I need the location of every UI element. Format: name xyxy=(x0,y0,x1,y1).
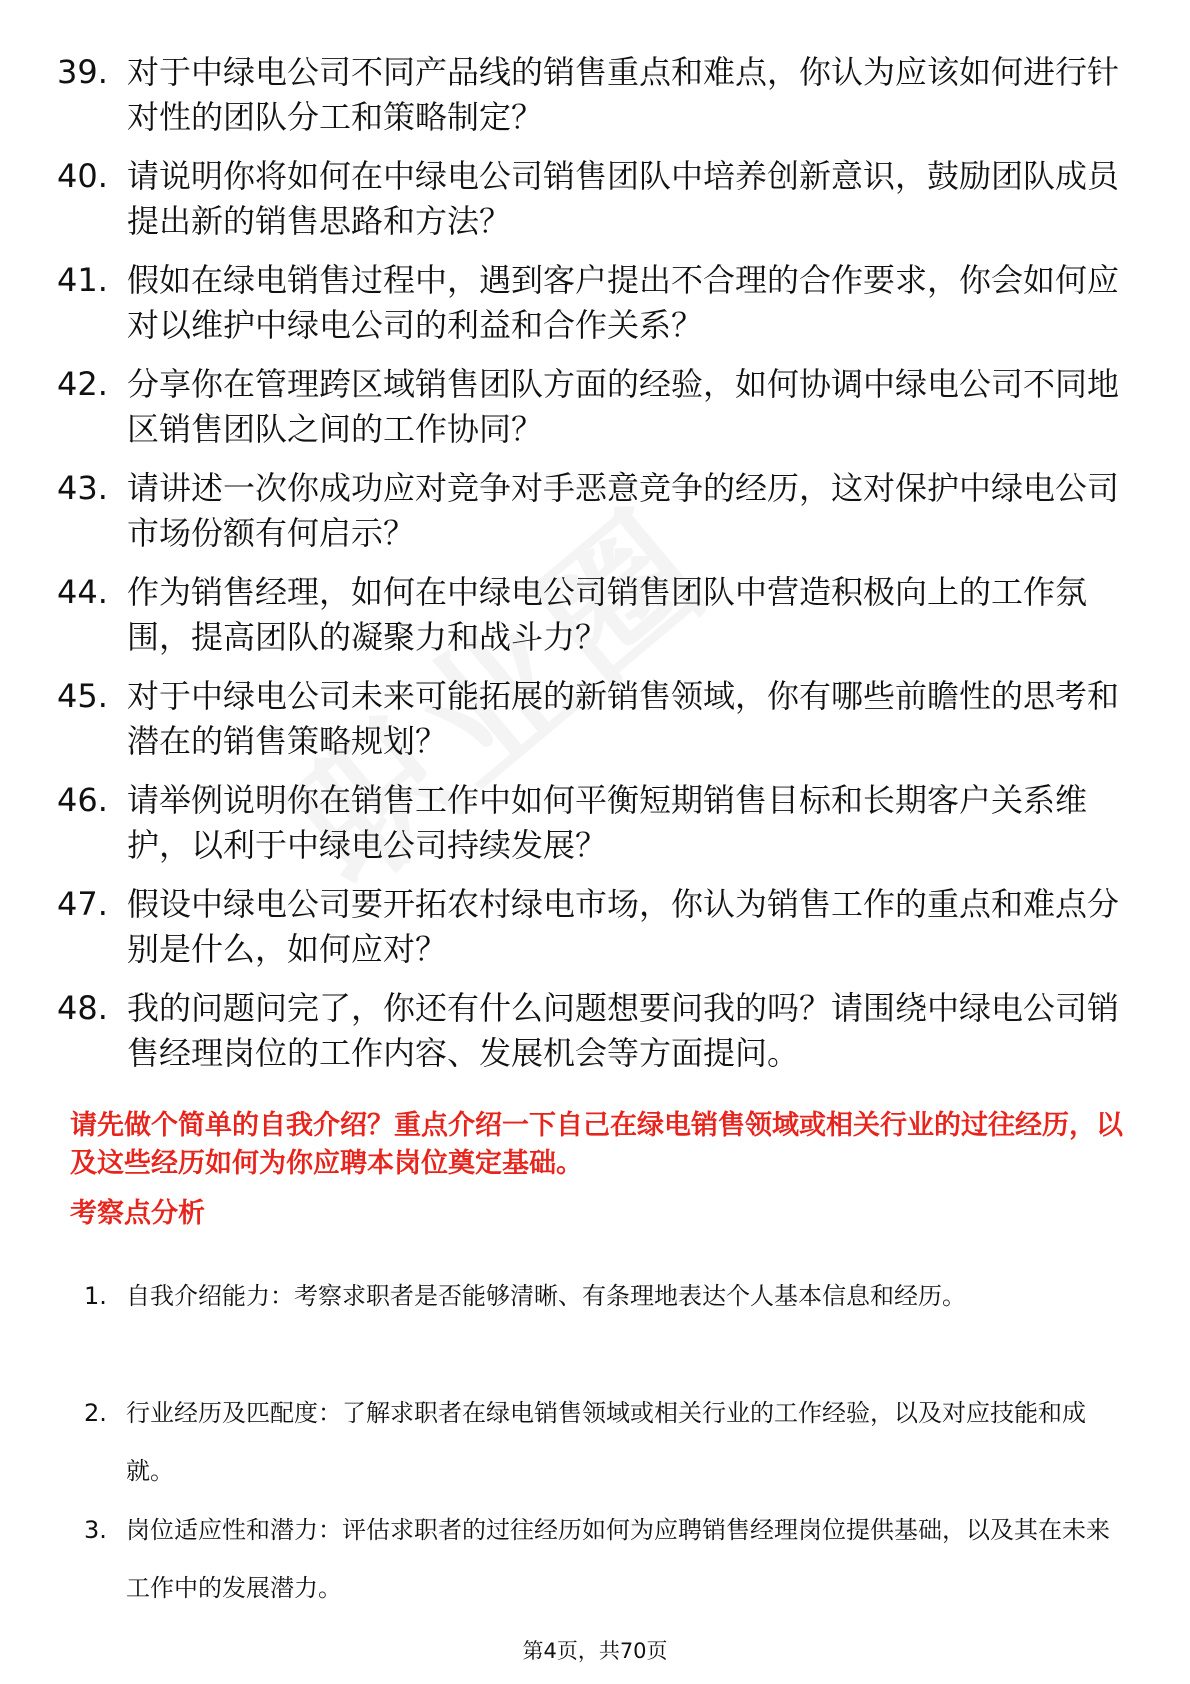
analysis-text: 岗位适应性和潜力：评估求职者的过往经历如何为应聘销售经理岗位提供基础，以及其在未来工作中的发展潜力。 xyxy=(126,1516,1110,1602)
question-number: 45. xyxy=(57,677,108,715)
question-item xyxy=(57,362,1127,466)
analysis-item xyxy=(84,1267,1124,1384)
question-item xyxy=(57,258,1127,362)
analysis-title: 考察点分析 xyxy=(70,1198,205,1229)
analysis-text: 自我介绍能力：考察求职者是否能够清晰、有条理地表达个人基本信息和经历。 xyxy=(126,1282,966,1310)
question-number: 44. xyxy=(57,573,108,611)
question-item xyxy=(57,570,1127,674)
page-footer: 第4页，共70页 xyxy=(522,1639,668,1663)
question-item xyxy=(57,50,1127,154)
question-number: 40. xyxy=(57,157,108,195)
analysis-number: 1. xyxy=(84,1282,107,1310)
analysis-text: 行业经历及匹配度：了解求职者在绿电销售领域或相关行业的工作经验，以及对应技能和成就。 xyxy=(126,1399,1086,1485)
question-text: 我的问题问完了，你还有什么问题想要问我的吗？请围绕中绿电公司销售经理岗位的工作内容、发展机会等方面提问。 xyxy=(127,989,1120,1072)
question-number: 39. xyxy=(57,53,108,91)
question-text: 请举例说明你在销售工作中如何平衡短期销售目标和长期客户关系维护，以利于中绿电公司持续发展？ xyxy=(127,781,1088,864)
question-number: 48. xyxy=(57,989,108,1027)
question-item xyxy=(57,674,1127,778)
question-text: 假设中绿电公司要开拓农村绿电市场，你认为销售工作的重点和难点分别是什么，如何应对？ xyxy=(127,885,1120,968)
question-item xyxy=(57,778,1127,882)
question-text: 分享你在管理跨区域销售团队方面的经验，如何协调中绿电公司不同地区销售团队之间的工作协同？ xyxy=(127,365,1120,448)
question-item xyxy=(57,882,1127,986)
question-list xyxy=(57,50,1127,1090)
question-text: 对于中绿电公司不同产品线的销售重点和难点，你认为应该如何进行针对性的团队分工和策略制定？ xyxy=(127,53,1120,136)
question-item xyxy=(57,154,1127,258)
question-text: 请说明你将如何在中绿电公司销售团队中培养创新意识，鼓励团队成员提出新的销售思路和方法？ xyxy=(127,157,1120,240)
analysis-item xyxy=(84,1501,1124,1618)
question-text: 假如在绿电销售过程中，遇到客户提出不合理的合作要求，你会如何应对以维护中绿电公司的利益和合作关系？ xyxy=(127,261,1120,344)
question-number: 43. xyxy=(57,469,108,507)
question-text: 请讲述一次你成功应对竞争对手恶意竞争的经历，这对保护中绿电公司市场份额有何启示？ xyxy=(127,469,1120,552)
question-number: 41. xyxy=(57,261,108,299)
question-text: 作为销售经理，如何在中绿电公司销售团队中营造积极向上的工作氛围，提高团队的凝聚力和战斗力？ xyxy=(127,573,1088,656)
featured-question: 请先做个简单的自我介绍？重点介绍一下自己在绿电销售领域或相关行业的过往经历，以及这些经历如何为你应聘本岗位奠定基础。 xyxy=(70,1110,1123,1179)
question-number: 42. xyxy=(57,365,108,403)
analysis-list xyxy=(84,1267,1124,1618)
question-text: 对于中绿电公司未来可能拓展的新销售领域，你有哪些前瞻性的思考和潜在的销售策略规划？ xyxy=(127,677,1120,760)
analysis-number: 3. xyxy=(84,1516,107,1544)
question-number: 46. xyxy=(57,781,108,819)
analysis-number: 2. xyxy=(84,1399,107,1427)
question-item xyxy=(57,986,1127,1090)
question-item xyxy=(57,466,1127,570)
question-number: 47. xyxy=(57,885,108,923)
analysis-item xyxy=(84,1384,1124,1501)
